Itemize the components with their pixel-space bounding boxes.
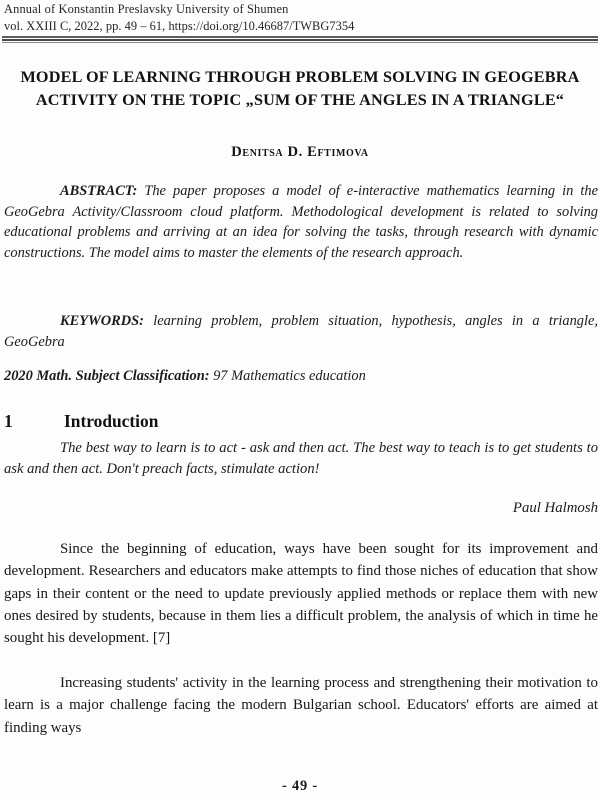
paper-title: MODEL OF LEARNING THROUGH PROBLEM SOLVING IN GEOGEBRA ACTIVITY ON THE TOPIC „SUM OF THE ANGLES IN A TRIANGLE“ [20,68,580,109]
epigraph-attribution: Paul Halmosh [512,500,598,516]
keywords-text: learning problem, problem situation, hypothesis, angles in a triangle, GeoGebra [4,313,598,350]
section-number: 1 [4,411,13,431]
keywords-block [4,311,598,352]
journal-name: Annual of Konstantin Preslavsky University of Shumen [4,2,289,16]
journal-volume-doi: vol. XXIII C, 2022, pp. 49 – 61, https://doi.org/10.46687/TWBG7354 [4,18,355,33]
msc-label: 2020 Math. Subject Classification: [4,368,210,384]
epigraph-quote: The best way to learn is to act - ask and then act. The best way to teach is to get students to ask and then act. Don't preach facts, stimulate action! [4,440,598,478]
abstract-block [4,181,598,263]
section-title: Introduction [64,411,159,431]
abstract-label: ABSTRACT: [60,183,138,199]
header-divider-rule [2,36,598,43]
paper-author: Denitsa D. Eftimova [231,144,369,160]
msc-block [4,366,598,387]
msc-text: 97 Mathematics education [209,368,366,384]
body-paragraph: Since the beginning of education, ways have been sought for its improvement and development. Researchers and educators make attempts to find those niches of education that show gaps in their content or the need to update previously applied methods or replace them with new ones desired by students, because in them lies a difficult problem, the analysis of which in time he sought his development. [7] [4,541,598,647]
page-number-footer: - 49 - [282,778,318,794]
body-paragraph: Increasing students' activity in the learning process and strengthening their motivation to learn is a major challenge facing the modern Bulgarian school. Educators' efforts are aimed at finding ways [4,675,598,736]
section-heading-introduction [4,411,598,432]
abstract-text: The paper proposes a model of e-interactive mathematics learning in the GeoGebra Activity/Classroom cloud platform. Methodological development is related to solving educational problems and arriving at an idea for solving the tasks, through research with dynamic constructions. The model aims to master the elements of the research approach. [4,183,598,261]
journal-header [4,1,596,34]
keywords-label: KEYWORDS: [60,313,144,329]
